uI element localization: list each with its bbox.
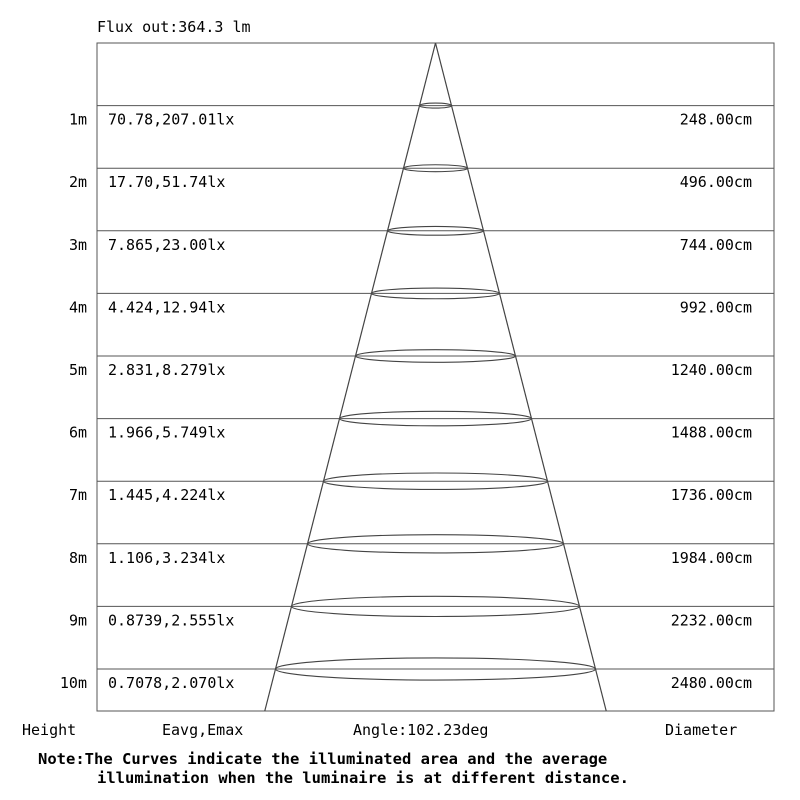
row-height-label: 8m	[68, 548, 87, 567]
row-diameter-value: 1240.00cm	[670, 361, 752, 379]
row-height-label: 6m	[68, 423, 87, 442]
row-height-label: 3m	[68, 235, 87, 254]
row-illuminance-value: 4.424,12.94lx	[108, 298, 226, 317]
row-diameter-value: 992.00cm	[679, 298, 752, 317]
row-diameter-value: 496.00cm	[679, 173, 752, 192]
row-height-label: 10m	[59, 674, 87, 692]
height-column-label: Height	[22, 721, 77, 739]
beam-cone	[265, 43, 606, 711]
row-illuminance-value: 1.966,5.749lx	[108, 423, 226, 442]
row-illuminance-value: 0.7078,2.070lx	[108, 674, 235, 692]
row-diameter-value: 1736.00cm	[670, 486, 752, 505]
note-line-1: Note:The Curves indicate the illuminated area and the average	[38, 750, 608, 768]
flux-output-label: Flux out:364.3 lm	[97, 18, 251, 36]
beam-edge-right	[436, 43, 607, 711]
row-diameter-value: 1488.00cm	[670, 423, 752, 442]
row-illuminance-value: 17.70,51.74lx	[108, 173, 226, 192]
row-labels	[60, 111, 752, 692]
row-illuminance-value: 7.865,23.00lx	[108, 235, 226, 254]
eavg-emax-column-label: Eavg,Emax	[162, 721, 244, 739]
row-height-label: 2m	[68, 173, 87, 192]
row-diameter-value: 2480.00cm	[670, 674, 752, 692]
row-diameter-value: 2232.00cm	[670, 611, 752, 630]
row-height-label: 5m	[68, 361, 87, 379]
row-height-label: 1m	[68, 110, 87, 129]
illumination-ellipses	[276, 103, 596, 680]
diameter-column-label: Diameter	[665, 721, 738, 739]
row-diameter-value: 744.00cm	[679, 235, 752, 254]
row-illuminance-value: 1.445,4.224lx	[108, 486, 226, 505]
row-diameter-value: 248.00cm	[679, 110, 752, 129]
row-height-label: 9m	[68, 611, 87, 630]
row-illuminance-value: 0.8739,2.555lx	[108, 611, 235, 630]
row-illuminance-value: 1.106,3.234lx	[108, 548, 226, 567]
note-line-2: illumination when the luminaire is at different distance.	[97, 769, 629, 787]
beam-edge-left	[265, 43, 436, 711]
beam-angle-label: Angle:102.23deg	[353, 721, 489, 739]
row-illuminance-value: 70.78,207.01lx	[108, 110, 235, 129]
row-illuminance-value: 2.831,8.279lx	[108, 361, 226, 379]
row-height-label: 7m	[68, 486, 87, 505]
row-height-label: 4m	[68, 298, 87, 317]
row-diameter-value: 1984.00cm	[670, 548, 752, 567]
